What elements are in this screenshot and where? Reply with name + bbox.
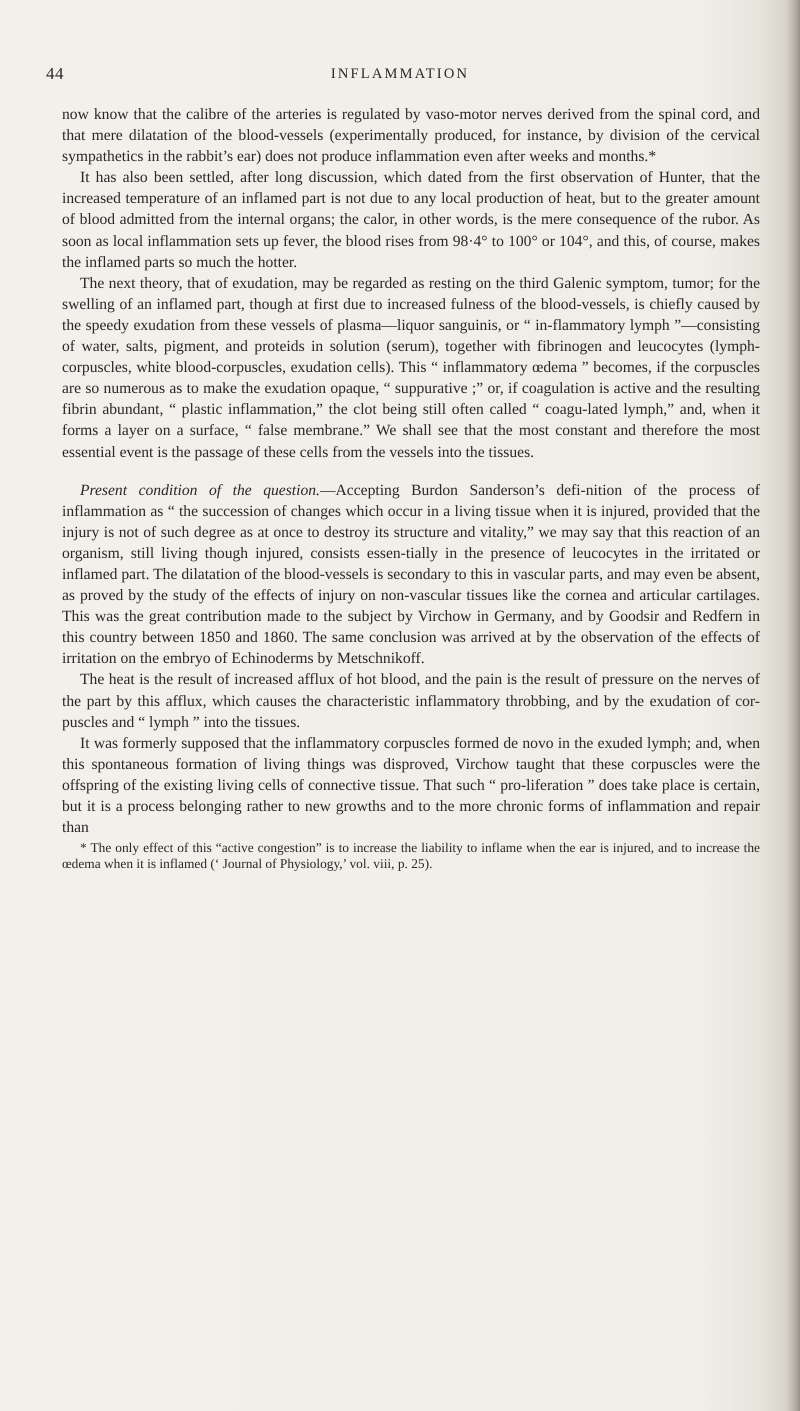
paragraph-5: The heat is the result of increased afflux of hot blood, and the pain is the result of pressure on the nerves of the part by this afflux, which causes the characteristic inflammatory throbbing, and by the exudation of cor-puscles and “ lymph ” into the tissues.	[62, 671, 760, 731]
paragraph-4	[62, 480, 760, 670]
body-text	[62, 104, 760, 873]
paragraph-2: It has also been settled, after long discussion, which dated from the first observation of Hunter, that the increased temperature of an inflamed part is not due to any local production of heat, but to the greater amount of blood admitted from the internal organs; the calor, in other words, is the mere consequence of the rubor. As soon as local inflammation sets up fever, the blood rises from 98·4° to 100° or 104°, and this, of course, makes the inflamed parts so much the hotter.	[62, 169, 760, 271]
paragraph-1: now know that the calibre of the arteries is regulated by vaso-motor nerves derived from the spinal cord, and that mere dilatation of the blood-vessels (experimentally produced, for instance, by division of the cervical sympathetics in the rabbit’s ear) does not produce inflammation even after weeks and months.*	[62, 106, 760, 166]
page-edge-shadow	[786, 0, 800, 1411]
paragraph-3: The next theory, that of exudation, may be regarded as resting on the third Galenic symptom, tumor; for the swelling of an inflamed part, though at first due to increased fulness of the blood-vessels, is chiefly caused by the speedy exudation from these vessels of plasma—liquor sanguinis, or “ in-flammatory lymph ”—consisting of water, salts, pigment, and proteids in solution (serum), together with fibrinogen and leucocytes (lymph-corpuscles, white blood-corpuscles, exudation cells). This “ inflammatory œdema ” becomes, if the corpuscles are so numerous as to make the exudation opaque, “ suppurative ;” or, if coagulation is active and the resulting fibrin abundant, “ plastic inflammation,” the clot being still often called “ coagu-lated lymph,” and, when it forms a layer on a surface, “ false membrane.” We shall see that the most constant and therefore the most essential event is the passage of these cells from the vessels into the tissues.	[62, 274, 760, 461]
paragraph-6: It was formerly supposed that the inflammatory corpuscles formed de novo in the exuded lymph; and, when this spontaneous formation of living things was disproved, Virchow taught that these corpuscles were the offspring of the existing living cells of connective tissue. That such “ pro-liferation ” does take place is certain, but it is a process belonging rather to new growths and to the more chronic forms of inflammation and repair than	[62, 734, 760, 837]
running-head: INFLAMMATION	[330, 66, 470, 82]
footnote: * The only effect of this “active congestion” is to increase the liability to inflame when the ear is injured, and to increase the œdema when it is inflamed (‘ Journal of Physiology,’ vol. viii, p. 25).	[62, 840, 760, 872]
paragraph-4-text: —Accepting Burdon Sanderson’s defi-nition of the process of inflammation as “ the succession of changes which occur in a living tissue when it is injured, provided that the injury is not of such degree as at once to destroy its structure and vitality,” we may say that this reaction of an organism, still living though injured, consists essen-tially in the presence of leucocytes in the irritated or inflamed part. The dilatation of the blood-vessels is secondary to this in vascular parts, and may even be absent, as proved by the study of the effects of injury on non-vascular tissues like the cornea and articular cartilages. This was the great contribution made to the subject by Virchow in Germany, and by Goodsir and Redfern in this country between 1850 and 1860. The same conclusion was arrived at by the observation of the effects of irritation on the embryo of Echinoderms by Metschnikoff.	[62, 481, 760, 668]
page-number: 44	[46, 64, 64, 83]
section-heading: Present condition of the question.	[80, 481, 320, 499]
